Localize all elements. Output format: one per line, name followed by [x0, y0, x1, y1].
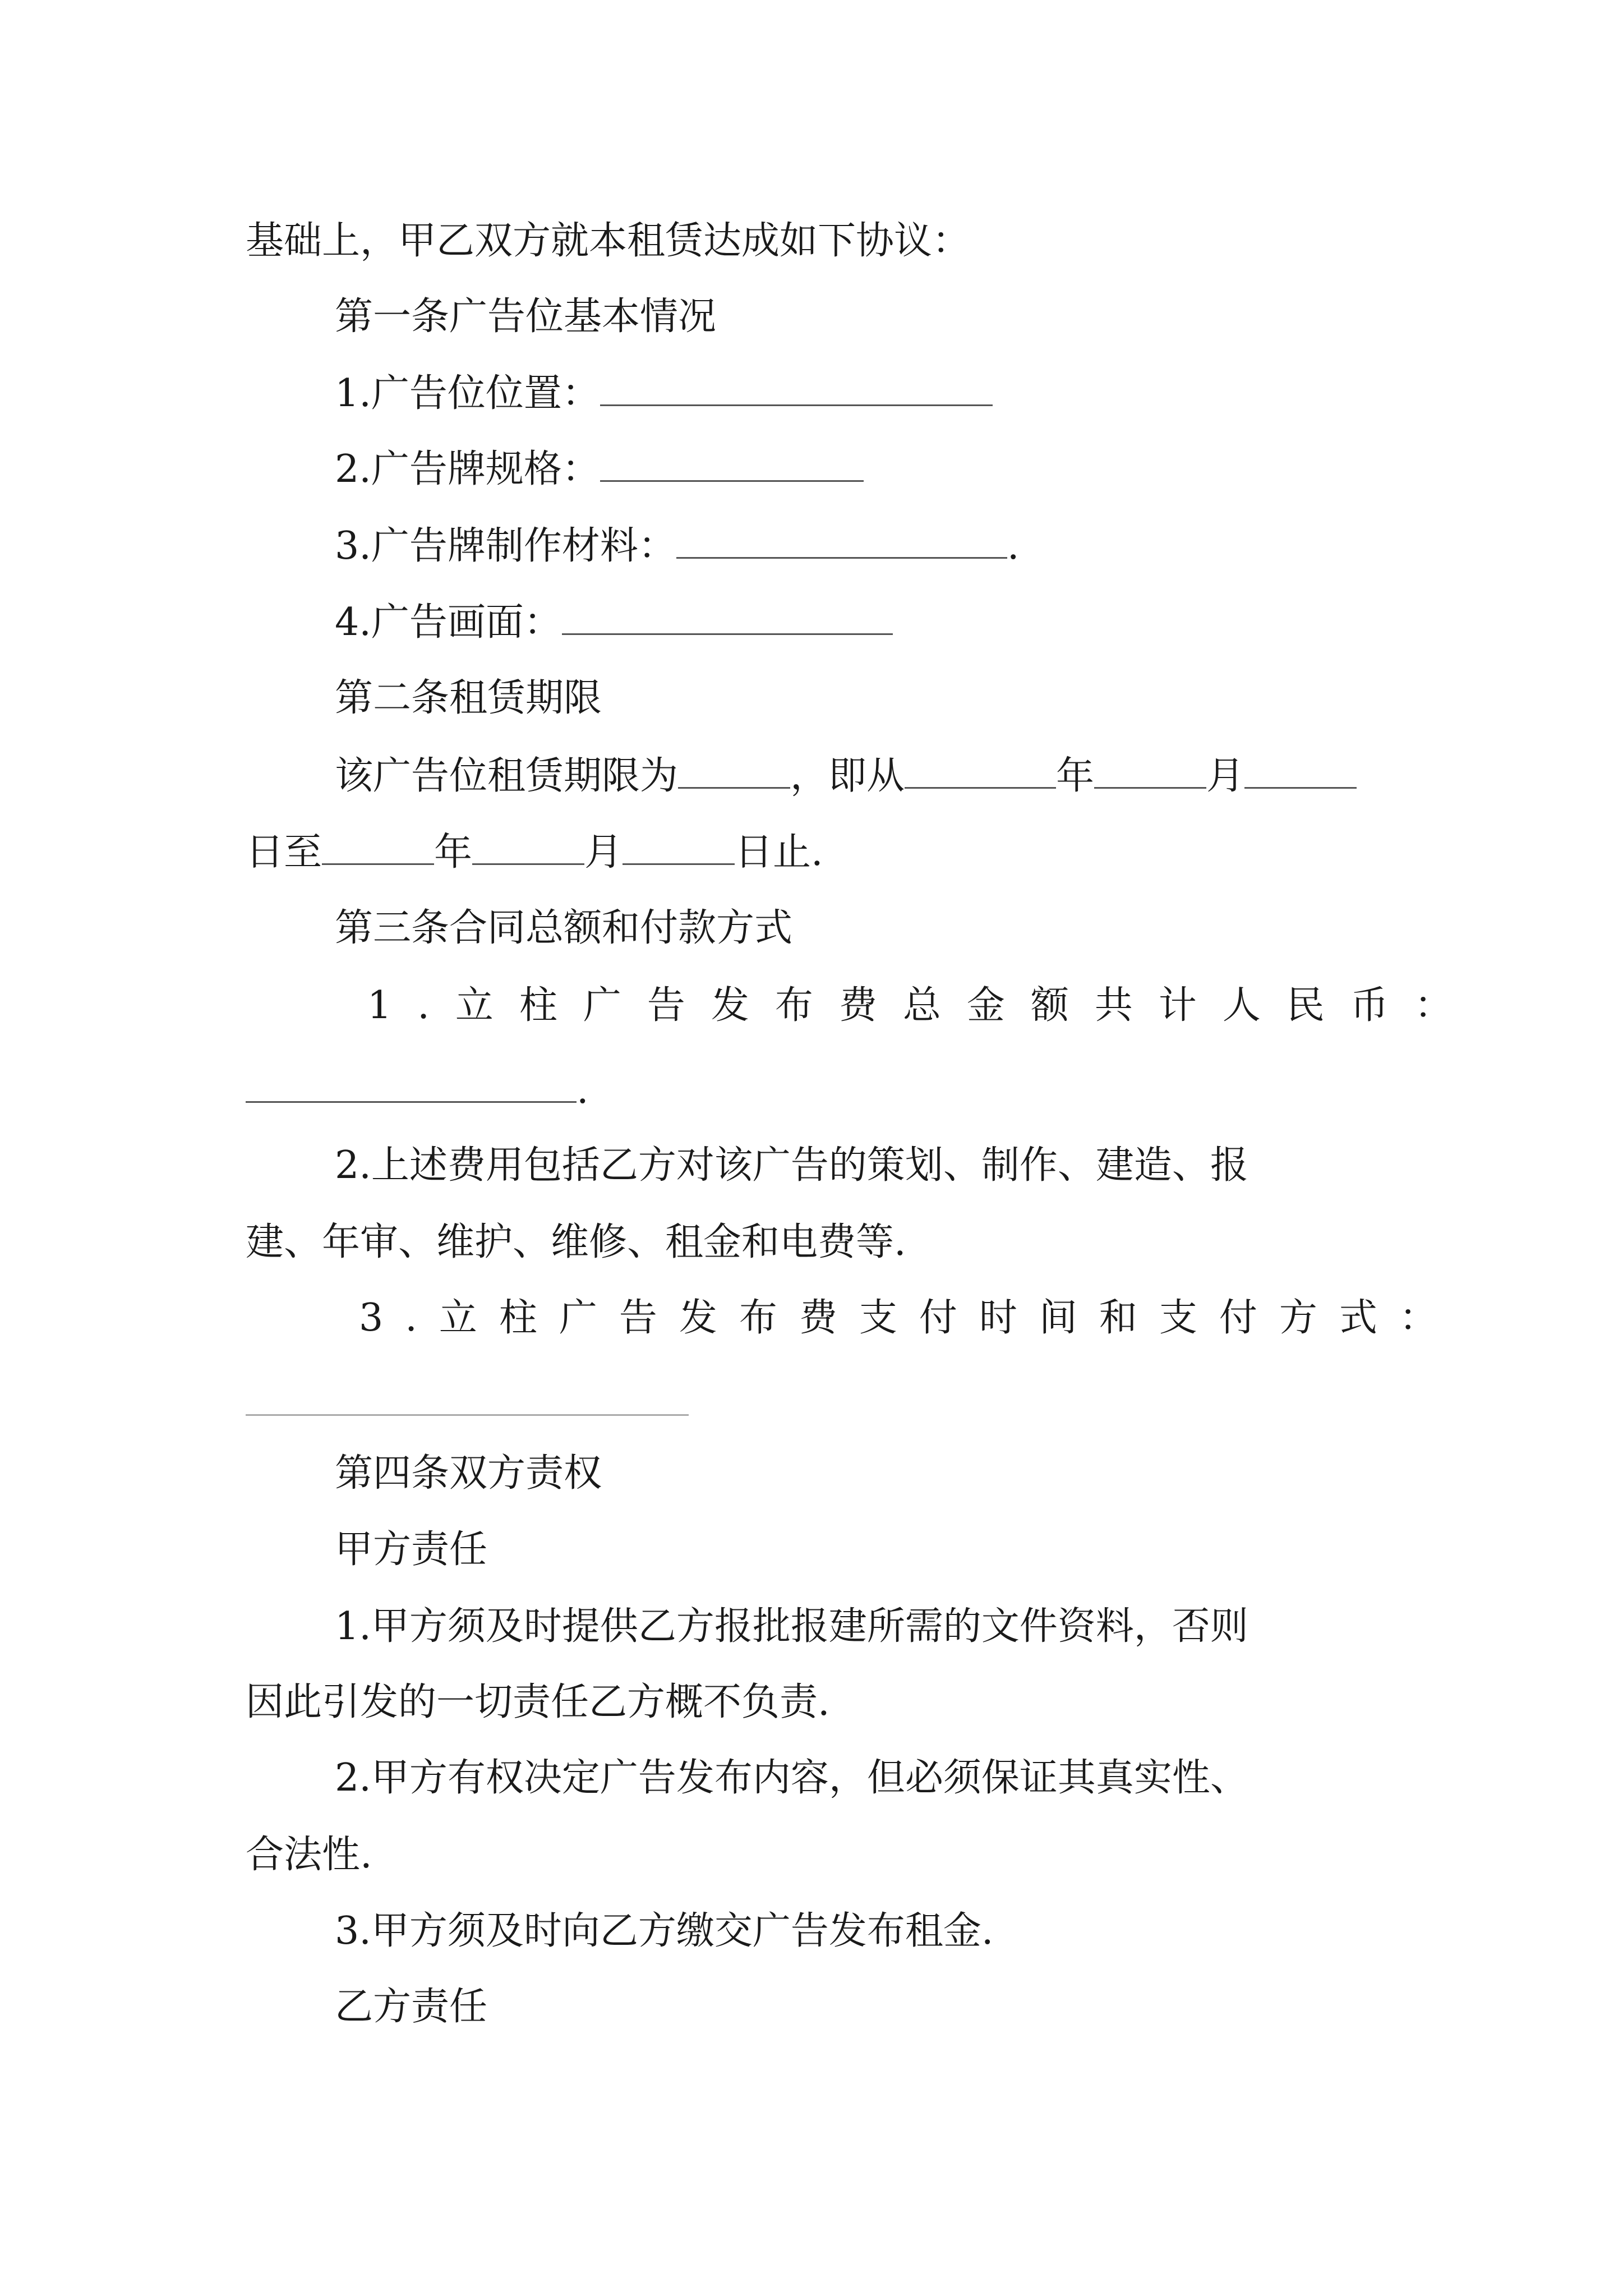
text-line-22: [246, 1830, 372, 1880]
party-a-duty-1a: 1.甲方须及时提供乙方报批报建所需的文件资料，否则: [335, 1604, 1248, 1649]
text-line-23: [335, 1906, 994, 1957]
ad-location-label: 1.广告位位置：: [335, 371, 600, 416]
text-line-3: [335, 367, 993, 419]
year-label: 年: [1056, 754, 1095, 798]
text-line-11: [367, 981, 1478, 1031]
text-line-6: [335, 596, 893, 648]
start-from-label: ，即从: [790, 754, 905, 798]
day-to-label: 日至: [246, 830, 322, 875]
text-line-7: [335, 673, 602, 724]
month-label: 月: [1206, 754, 1245, 798]
section-1-heading: 第一条广告位基本情况: [335, 295, 717, 339]
text-line-2: [335, 292, 716, 342]
agreement-intro: 基础上，甲乙双方就本租赁达成如下协议：: [246, 219, 971, 263]
payment-method-label: 3.立柱广告发布费支付时间和支付方式：: [359, 1296, 1459, 1340]
text-line-17: [335, 1448, 602, 1499]
end-year-blank: [322, 826, 434, 865]
party-a-duty-2a: 2.甲方有权决定广告发布内容，但必须保证其真实性、: [335, 1756, 1248, 1800]
end-day-label: 日止.: [735, 830, 823, 875]
ad-picture-blank: [562, 596, 893, 635]
text-line-5: [335, 520, 1020, 572]
text-line-20: [246, 1677, 830, 1728]
sign-spec-blank: [600, 443, 864, 482]
text-line-18: [335, 1525, 487, 1575]
period-mark: .: [577, 1068, 589, 1112]
party-a-duty-1b: 因此引发的一切责任乙方概不负责.: [246, 1680, 830, 1724]
text-line-12: [246, 1064, 589, 1116]
lease-term-blank: [678, 750, 790, 789]
text-line-13: [335, 1140, 1248, 1191]
start-day-blank: [1244, 750, 1357, 789]
ad-picture-label: 4.广告画面：: [335, 600, 562, 645]
section-3-heading: 第三条合同总额和付款方式: [335, 906, 793, 950]
text-line-14: [246, 1217, 906, 1268]
party-a-duty-2b: 合法性.: [246, 1833, 372, 1877]
total-fee-blank: [246, 1064, 577, 1103]
text-line-21: [335, 1753, 1248, 1803]
text-line-15: [359, 1293, 1459, 1343]
fee-scope-text-2: 建、年审、维护、维修、租金和电费等.: [246, 1220, 906, 1264]
text-line-19: [335, 1602, 1248, 1652]
party-a-duties-heading: 甲方责任: [335, 1527, 488, 1572]
fee-scope-text-1: 2.上述费用包括乙方对该广告的策划、制作、建造、报: [335, 1143, 1248, 1188]
payment-method-blank: [246, 1377, 689, 1416]
start-month-blank: [1094, 750, 1206, 789]
text-line-4: [335, 443, 864, 495]
party-a-duty-3: 3.甲方须及时向乙方缴交广告发布租金.: [335, 1909, 994, 1953]
end-day-blank: [623, 826, 735, 865]
text-line-1: [246, 216, 970, 266]
end-year-label: 年: [434, 830, 473, 875]
end-month-label: 月: [584, 830, 623, 875]
period-mark: .: [1007, 524, 1020, 568]
lease-term-label: 该广告位租赁期限为: [335, 754, 679, 798]
section-4-heading: 第四条双方责权: [335, 1451, 602, 1496]
text-line-16: [246, 1377, 689, 1429]
start-year-blank: [905, 750, 1056, 789]
total-fee-label: 1.立柱广告发布费总金额共计人民币：: [367, 983, 1478, 1028]
sign-material-label: 3.广告牌制作材料：: [335, 524, 676, 568]
party-b-duties-heading: 乙方责任: [335, 1985, 488, 2029]
text-line-8: [335, 750, 1357, 802]
text-line-24: [335, 1982, 487, 2032]
end-month-blank: [472, 826, 584, 865]
text-line-9: [246, 826, 823, 878]
ad-location-blank: [600, 367, 993, 406]
section-2-heading: 第二条租赁期限: [335, 676, 602, 720]
sign-spec-label: 2.广告牌规格：: [335, 447, 600, 491]
text-line-10: [335, 903, 792, 954]
sign-material-blank: [676, 520, 1007, 559]
